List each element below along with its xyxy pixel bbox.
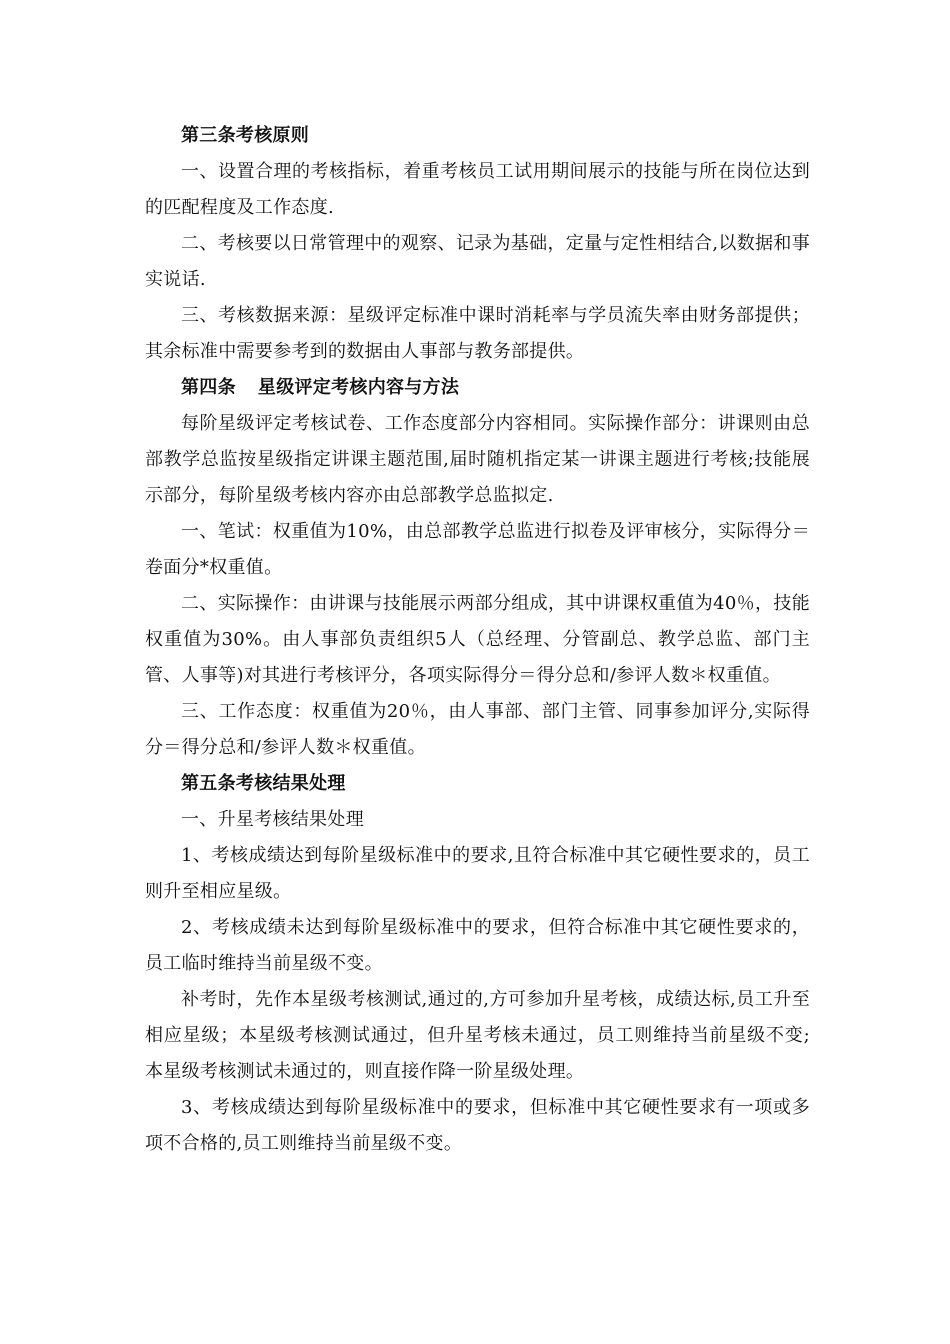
article-4-title: 星级评定考核内容与方法 [257, 377, 460, 398]
article-3-item-3: 三、考核数据来源：星级评定标准中课时消耗率与学员流失率由财务部提供；其余标准中需要参考到的数据由人事部与教务部提供。 [145, 305, 810, 362]
article-5-subitem-1: 1、考核成绩达到每阶星级标准中的要求,且符合标准中其它硬性要求的，员工则升至相应星级。 [145, 845, 810, 902]
article-3-heading: 第三条考核原则 [181, 125, 310, 146]
article-5-heading: 第五条考核结果处理 [181, 773, 346, 794]
article-3-item-1: 一、设置合理的考核指标，着重考核员工试用期间展示的技能与所在岗位达到的匹配程度及工作态度. [145, 161, 810, 218]
article-4-item-2: 二、实际操作：由讲课与技能展示两部分组成，其中讲课权重值为40％，技能权重值为30%。由人事部负责组织5人（总经理、分管副总、教学总监、部门主管、人事等)对其进行考核评分，各项实际得分＝得分总和/参评人数＊权重值。 [145, 593, 810, 686]
document-body [145, 118, 810, 1162]
article-4-intro: 每阶星级评定考核试卷、工作态度部分内容相同。实际操作部分：讲课则由总部教学总监按星级指定讲课主题范围,届时随机指定某一讲课主题进行考核;技能展示部分，每阶星级考核内容亦由总部教学总监拟定. [145, 413, 810, 506]
article-5-makeup-exam: 补考时，先作本星级考核测试,通过的,方可参加升星考核，成绩达标,员工升至相应星级；本星级考核测试通过，但升星考核未通过，员工则维持当前星级不变;本星级考核测试未通过的，则直接作降一阶星级处理。 [145, 989, 810, 1082]
article-4-heading [145, 370, 810, 406]
article-5-subitem-2: 2、考核成绩未达到每阶星级标准中的要求，但符合标准中其它硬性要求的，员工临时维持当前星级不变。 [145, 917, 810, 974]
article-4-item-1: 一、笔试：权重值为10%，由总部教学总监进行拟卷及评审核分，实际得分＝卷面分*权重值。 [145, 521, 810, 578]
article-5-item-1: 一、升星考核结果处理 [181, 809, 364, 830]
article-4-label: 第四条 [181, 377, 236, 398]
article-5-subitem-3: 3、考核成绩达到每阶星级标准中的要求，但标准中其它硬性要求有一项或多项不合格的,员工则维持当前星级不变。 [145, 1097, 810, 1154]
article-3-item-2: 二、考核要以日常管理中的观察、记录为基础，定量与定性相结合,以数据和事实说话. [145, 233, 810, 290]
article-4-item-3: 三、工作态度：权重值为20％，由人事部、部门主管、同事参加评分,实际得分＝得分总和/参评人数＊权重值。 [145, 701, 810, 758]
